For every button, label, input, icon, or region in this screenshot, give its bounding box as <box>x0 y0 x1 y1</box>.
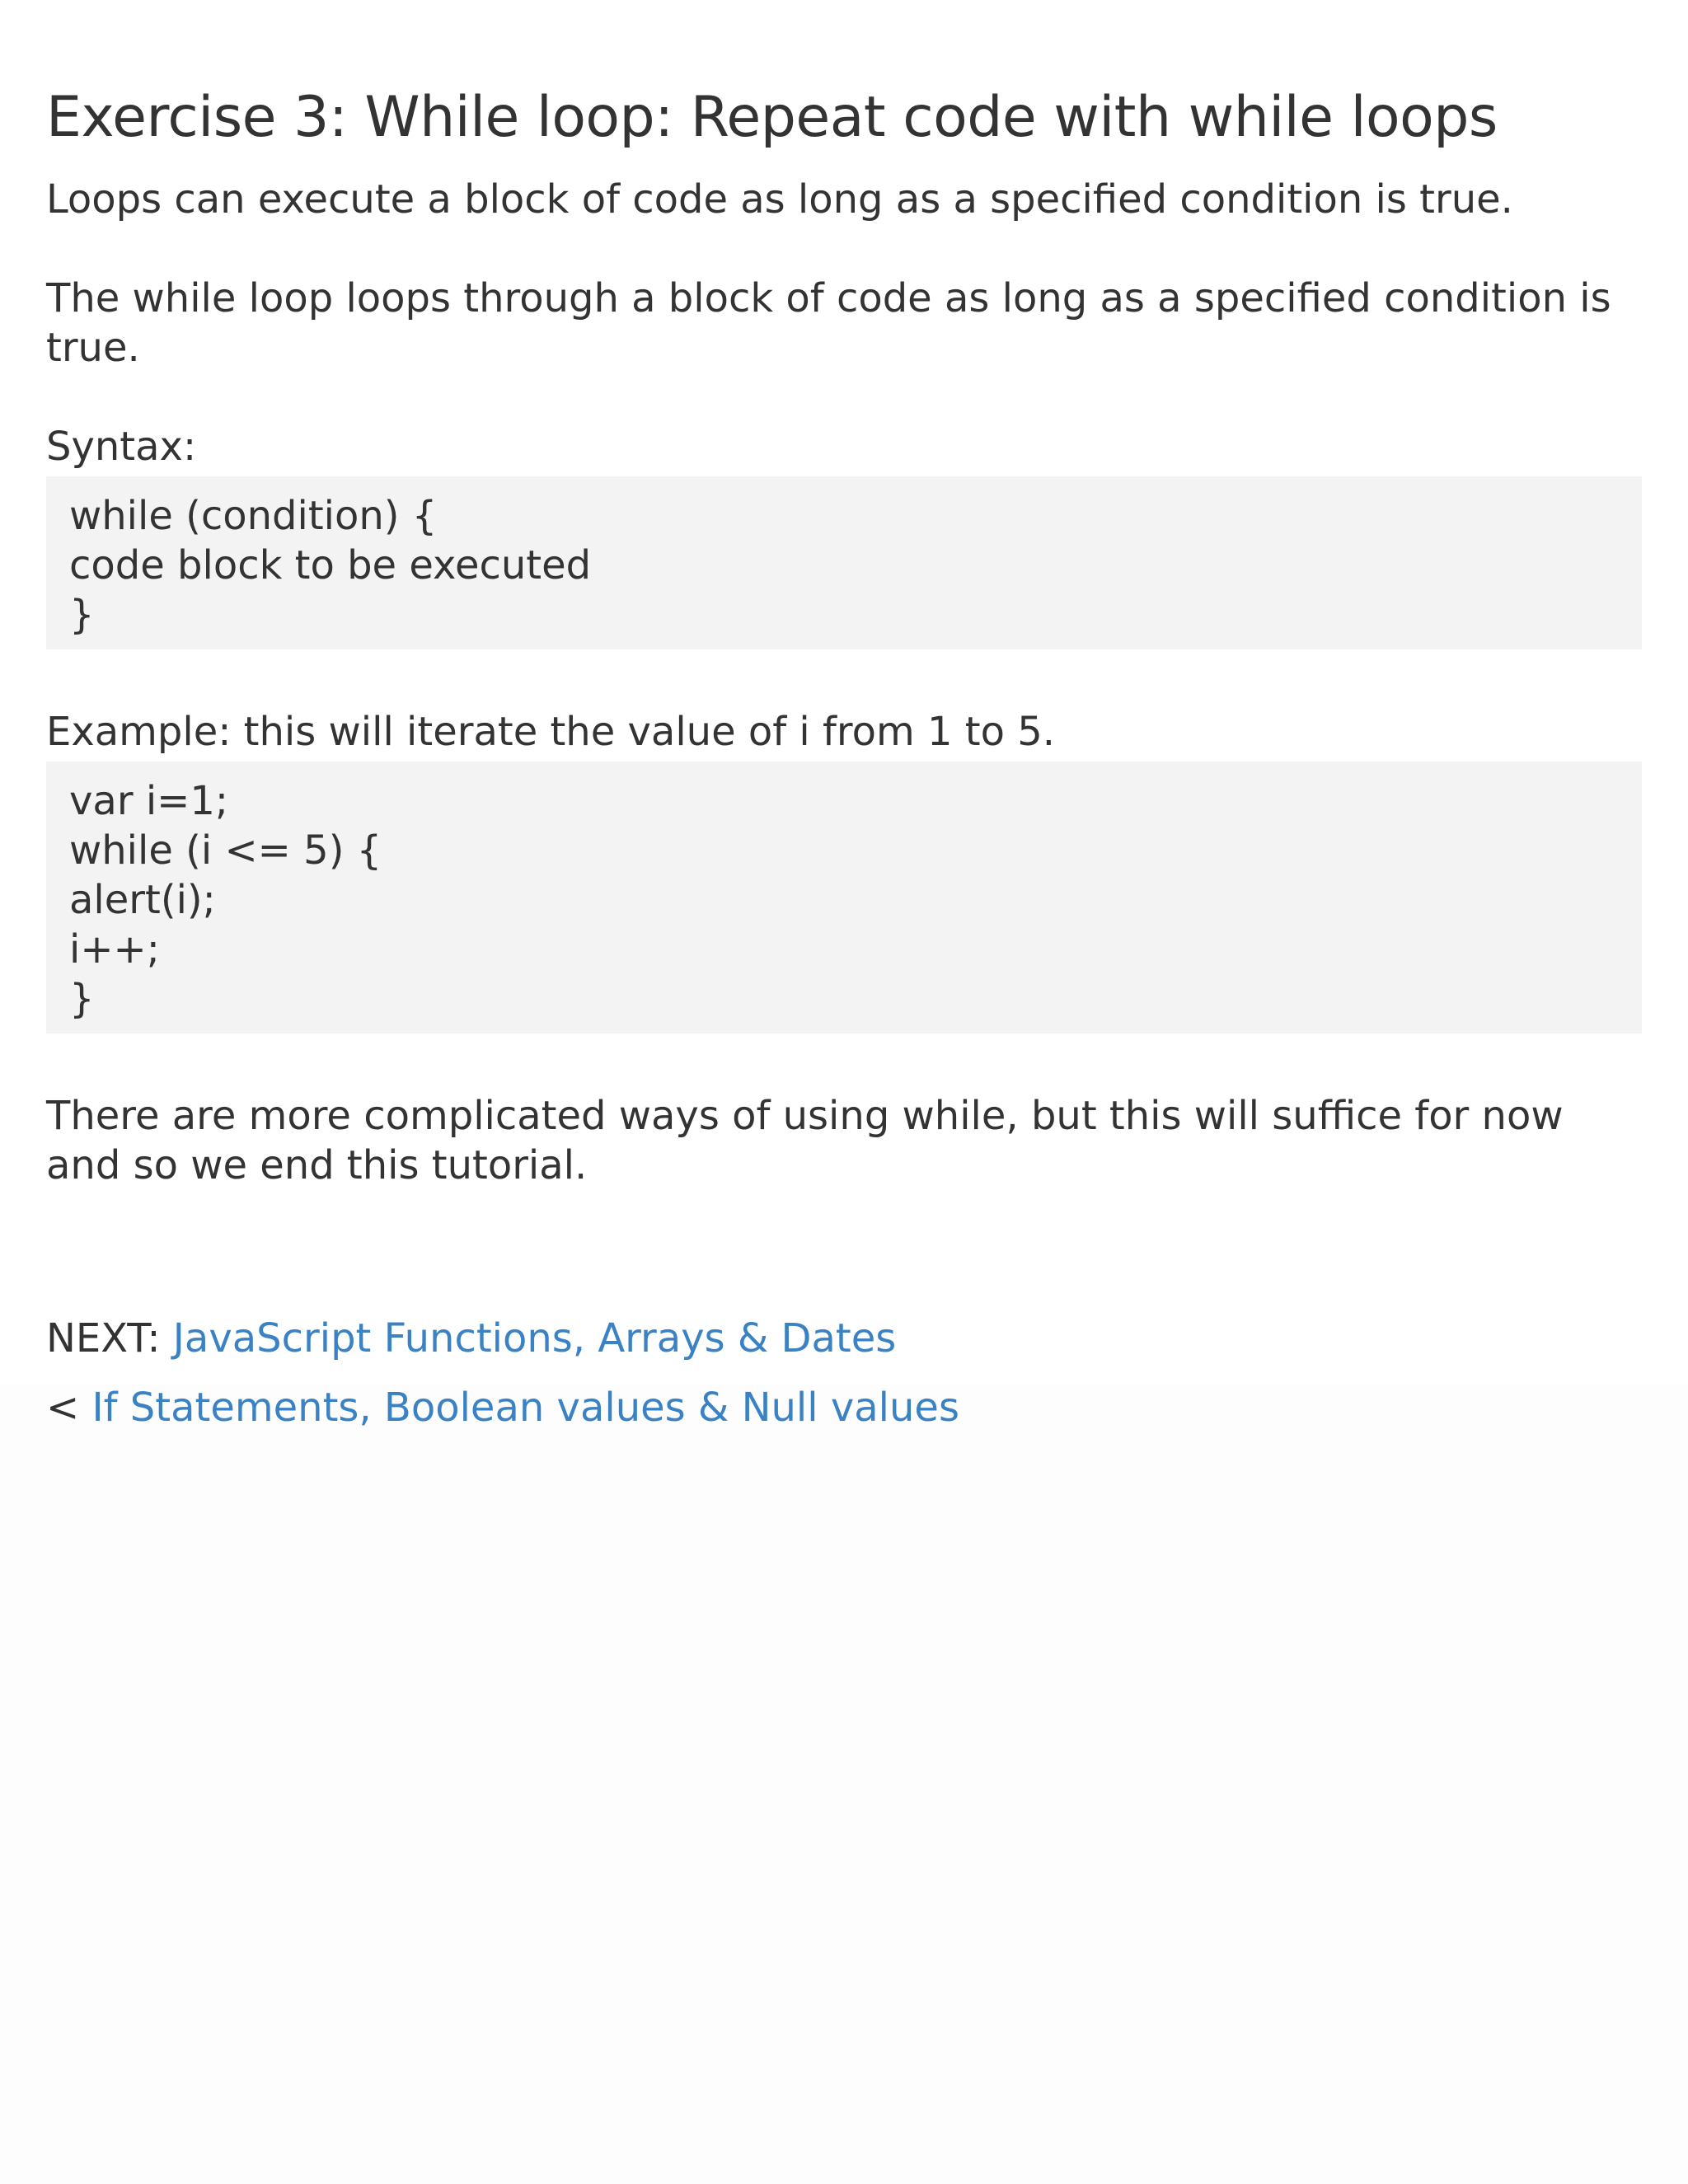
prev-prefix: < <box>46 1385 80 1431</box>
while-description: The while loop loops through a block of code as long as a specified condition is true. <box>46 275 1611 371</box>
next-link[interactable]: JavaScript Functions, Arrays & Dates <box>172 1315 897 1361</box>
intro-text: Loops can execute a block of code as long as a specified condition is true. <box>46 176 1513 223</box>
next-prefix: NEXT: <box>46 1315 161 1361</box>
code-line: while (i <= 5) { <box>69 827 382 874</box>
code-line: } <box>69 592 95 638</box>
example-label: Example: this will iterate the value of i from 1 to 5. <box>46 709 1055 755</box>
page-title: Exercise 3: While loop: Repeat code with while loops <box>46 85 1498 150</box>
code-line: while (condition) { <box>69 493 438 539</box>
syntax-label: Syntax: <box>46 424 197 470</box>
code-line: i++; <box>69 926 160 972</box>
next-nav <box>46 1314 1642 1363</box>
prev-nav <box>46 1383 1642 1432</box>
example-code-block <box>46 762 1642 1033</box>
code-line: code block to be executed <box>69 542 592 588</box>
prev-link[interactable]: If Statements, Boolean values & Null values <box>91 1385 959 1431</box>
code-line: alert(i); <box>69 877 216 923</box>
syntax-code-block <box>46 476 1642 649</box>
code-line: var i=1; <box>69 778 229 824</box>
closing-text: There are more complicated ways of using while, but this will suffice for now and so we end this tutorial. <box>46 1093 1564 1188</box>
code-line: } <box>69 976 95 1022</box>
